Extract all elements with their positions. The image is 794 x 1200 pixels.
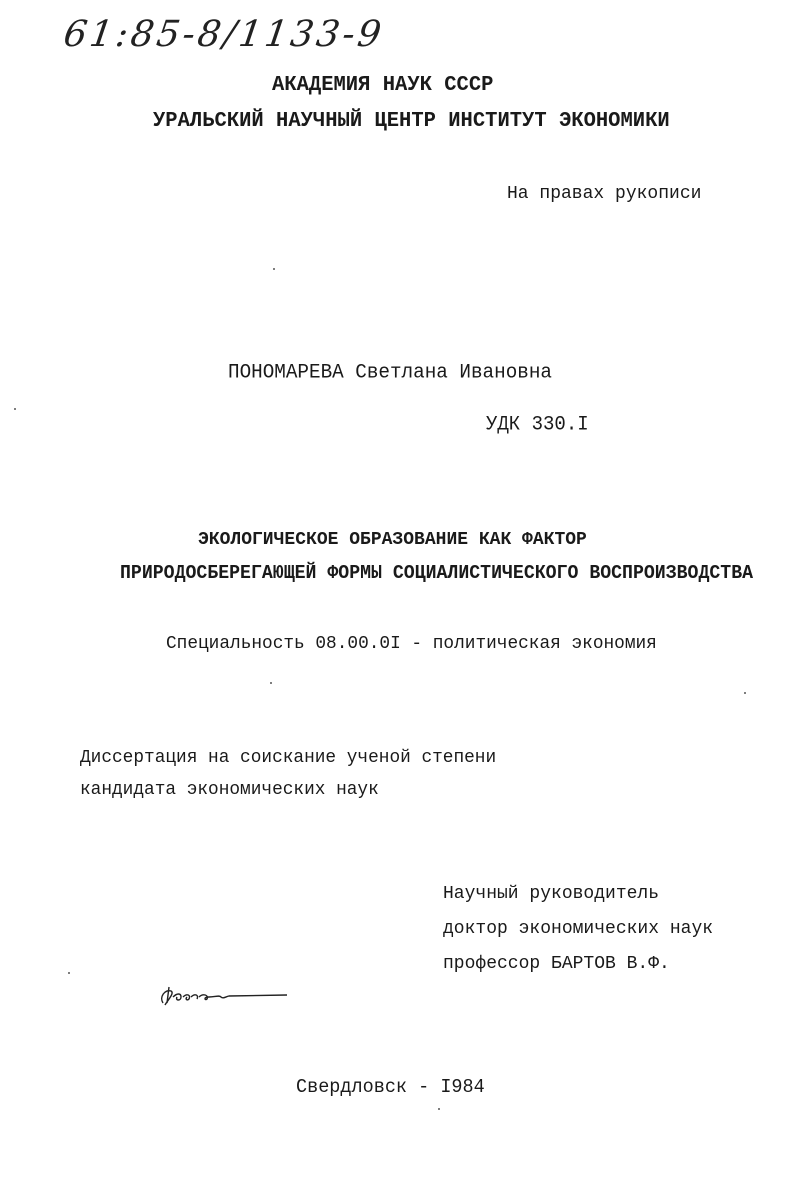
- udc-code: УДК 330.I: [486, 412, 589, 436]
- handwritten-signature: [155, 975, 295, 1010]
- specialty: Специальность 08.00.0I - политическая экономия: [166, 633, 657, 655]
- manuscript-note: На правах рукописи: [507, 183, 702, 205]
- supervisor-line-2: доктор экономических наук: [443, 918, 714, 940]
- scan-speck: [270, 682, 272, 684]
- scan-speck: [438, 1108, 440, 1110]
- title-line-2: ПРИРОДОСБЕРЕГАЮЩЕЙ ФОРМЫ СОЦИАЛИСТИЧЕСКОГО ВОСПРОИЗВОДСТВА: [120, 563, 754, 585]
- place-and-year: Свердловск - I984: [296, 1076, 485, 1099]
- supervisor-line-1: Научный руководитель: [443, 883, 660, 905]
- title-line-1: ЭКОЛОГИЧЕСКОЕ ОБРАЗОВАНИЕ КАК ФАКТОР: [198, 529, 587, 551]
- author-name: ПОНОМАРЕВА Светлана Ивановна: [228, 360, 552, 384]
- academy-name: АКАДЕМИЯ НАУК СССР: [272, 73, 494, 98]
- institute-name: УРАЛЬСКИЙ НАУЧНЫЙ ЦЕНТР ИНСТИТУТ ЭКОНОМИКИ: [153, 109, 670, 134]
- handwritten-archive-code: 61:85-8/1133-9: [61, 14, 387, 55]
- scan-speck: [68, 972, 70, 974]
- scan-speck: [273, 268, 275, 270]
- scan-speck: [744, 692, 746, 694]
- supervisor-line-3: профессор БАРТОВ В.Ф.: [443, 953, 670, 975]
- degree-line-2: кандидата экономических наук: [80, 779, 379, 801]
- degree-line-1: Диссертация на соискание ученой степени: [80, 747, 497, 769]
- scan-speck: [14, 408, 16, 410]
